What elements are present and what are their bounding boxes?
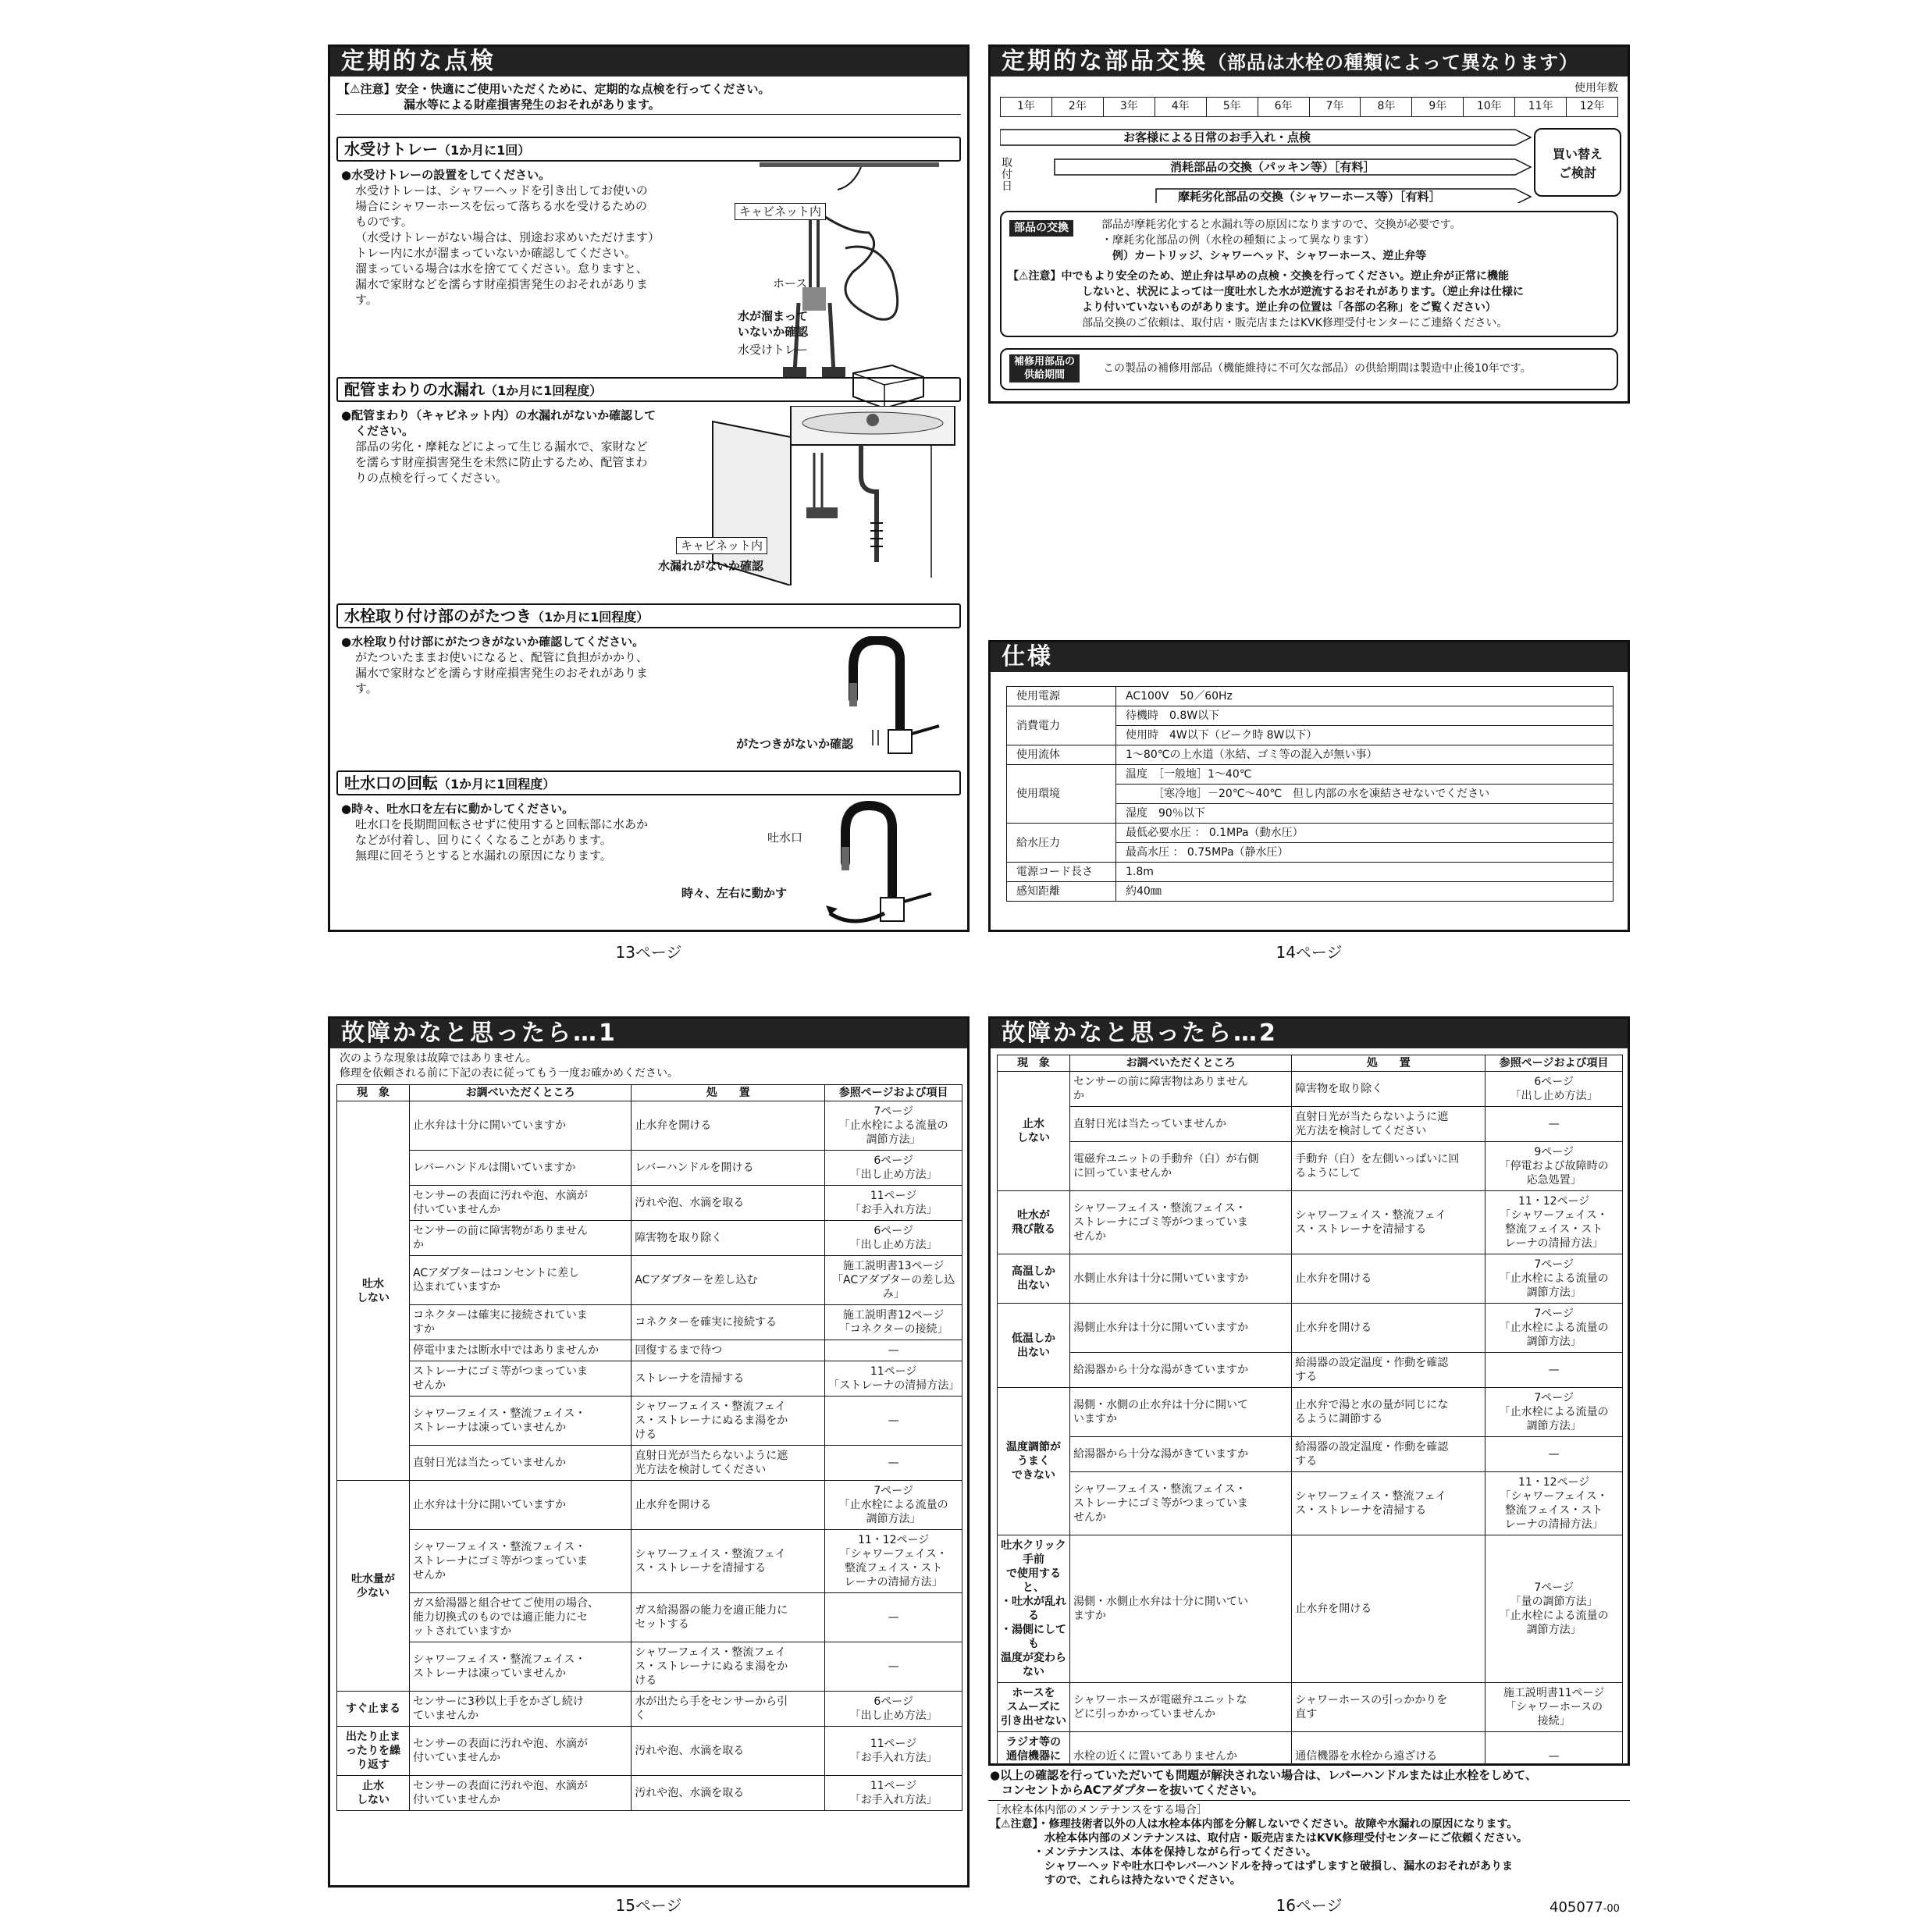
install-date-label: 取付日 [1002, 157, 1012, 193]
phenomenon-cell: 止水 しない [998, 1072, 1070, 1191]
check-cell: シャワーフェイス・整流フェイス・ ストレーナは凍っていませんか [410, 1642, 632, 1692]
table-header-row [337, 1085, 962, 1101]
supply-period-tag: 補修用部品の 供給期間 [1009, 354, 1080, 382]
check-cell: レバーハンドルは開いていますか [410, 1151, 632, 1186]
check-cell: シャワーフェイス・整流フェイス・ ストレーナにゴミ等がつまっていま せんか [410, 1530, 632, 1593]
action-cell: ACアダプターを差し込む [632, 1256, 825, 1305]
action-cell: 止水弁で湯と水の量が同じにな るように調節する [1292, 1388, 1485, 1437]
section-pipe-leak-text: ●配管まわり（キャビネット内）の水漏れがないか確認して ください。 部品の劣化・摩耗などによって生じる漏水で、家財など を濡らす財産損害発生を未然に防止するため、配管まわ りの点検を行ってください。 [341, 408, 656, 485]
section-spout-rotation: 吐水口の回転（1か月に1回程度） [336, 770, 961, 795]
table-row [998, 1388, 1623, 1437]
check-cell: シャワーホースが電磁弁ユニットな どに引っかかっていませんか [1070, 1683, 1292, 1732]
reference-cell: 施工説明書11ページ 「シャワーホースの 接続」 [1485, 1683, 1623, 1732]
phenomenon-cell: 出たり止ま ったりを繰 り返す [337, 1727, 410, 1776]
check-cell: ACアダプターはコンセントに差し 込まれていますか [410, 1256, 632, 1305]
phenomenon-cell: 温度調節が うまく できない [998, 1388, 1070, 1535]
spec-value: 使用時 4W以下（ピーク時 8W以下） [1116, 726, 1614, 745]
reference-cell: 11・12ページ 「シャワーフェイス・ 整流フェイス・スト レーナの清掃方法」 [825, 1530, 962, 1593]
check-cell: 電磁弁ユニットの手動弁（白）が右側 に回っていませんか [1070, 1142, 1292, 1191]
check-cell: コネクターは確実に接続されていま すか [410, 1305, 632, 1340]
phenomenon-cell: 止水 しない [337, 1776, 410, 1811]
action-cell: レバーハンドルを開ける [632, 1151, 825, 1186]
spec-row [1007, 765, 1614, 785]
column-header: 処 置 [632, 1085, 825, 1101]
years-used-label: 使用年数 [1574, 82, 1618, 94]
spec-key: 給水圧力 [1007, 824, 1116, 863]
supply-period-text: この製品の補修用部品（機能維持に不可欠な部品）の供給期間は製造中止後10年です。 [1103, 362, 1532, 375]
check-cell: 止水弁は十分に開いていますか [410, 1101, 632, 1151]
reference-cell: 11ページ 「ストレーナの清掃方法」 [825, 1361, 962, 1397]
year-cell: 4年 [1155, 98, 1207, 116]
reference-cell: 11ページ 「お手入れ方法」 [825, 1776, 962, 1811]
table-row [998, 1437, 1623, 1472]
section-water-tray: 水受けトレー（1か月に1回） [336, 137, 961, 162]
spec-row [1007, 824, 1614, 843]
action-cell: 手動弁（白）を左側いっぱいに回 るようにして [1292, 1142, 1485, 1191]
table-row [337, 1256, 962, 1305]
action-cell: シャワーフェイス・整流フェイ ス・ストレーナを清掃する [1292, 1191, 1485, 1254]
table-row [337, 1221, 962, 1256]
section-water-tray-text: ●水受けトレーの設置をしてください。 水受けトレーは、シャワーヘッドを引き出してお使いの 場合にシャワーホースを伝って落ちる水を受けるための ものです。 （水受けトレーがない場合は、別途お求めいただけます） トレー内に水が溜まっていないか確認してください。 溜まっている場合は水を捨ててください。怠りますと、 漏水で家財などを濡らす財産損害発生のおそれがありま す。 [341, 168, 660, 307]
action-cell: 汚れや泡、水滴を取る [632, 1776, 825, 1811]
check-cell: 止水弁は十分に開いていますか [410, 1481, 632, 1530]
table-row [337, 1340, 962, 1361]
spec-row [1007, 706, 1614, 726]
action-cell: ストレーナを清掃する [632, 1361, 825, 1397]
action-cell: 給湯器の設定温度・作動を確認 する [1292, 1437, 1485, 1472]
spec-row [1007, 863, 1614, 882]
arrow-worn-parts: 摩耗劣化部品の交換（シャワーホース等）［有料］ [1178, 190, 1441, 204]
table-row [998, 1107, 1623, 1142]
table-row [998, 1732, 1623, 1767]
year-cell: 11年 [1515, 98, 1567, 116]
action-cell: シャワーホースの引っかかりを 直す [1292, 1683, 1485, 1732]
year-cell: 3年 [1104, 98, 1155, 116]
spec-row [1007, 882, 1614, 902]
page-number-15: 15ページ [615, 1896, 682, 1915]
reference-cell: 7ページ 「止水栓による流量の 調節方法」 [1485, 1304, 1623, 1353]
check-cell: ストレーナにゴミ等がつまっていま せんか [410, 1361, 632, 1397]
year-cell: 1年 [1001, 98, 1052, 116]
column-header: 現 象 [337, 1085, 410, 1101]
year-cell: 8年 [1361, 98, 1412, 116]
label-check-water: 水が溜まって いないか確認 [738, 309, 809, 339]
page-14-header: 定期的な部品交換（部品は水栓の種類によって異なります） [991, 47, 1628, 76]
parts-replacement-box [1000, 211, 1618, 337]
spec-value: 湿度 90％以下 [1116, 804, 1614, 824]
check-cell: 湯側・水側止水弁は十分に開いてい ますか [1070, 1535, 1292, 1683]
table-row [998, 1191, 1623, 1254]
section-pipe-leak: 配管まわりの水漏れ（1か月に1回程度） [336, 377, 961, 402]
p16-maintenance: ［水栓本体内部のメンテナンスをする場合］ 【⚠注意】・修理技術者以外の人は水栓本体内部を分解しないでください。故障や水漏れの原因になります。 水栓本体内部のメンテナンスは、取付店・販売店またはKVK修理受付センターにご依頼ください。 ・メンテナンスは、本体を保持しながら行ってください。 シャワーヘッドや吐水口やレバーハンドルを持ってはずしますと破損し、漏水のおそれがありま すので、これらは持たないでください。 [990, 1804, 1528, 1887]
spec-value: 最低必要水圧 ： 0.1MPa（動水圧） [1116, 824, 1614, 843]
year-cell: 6年 [1258, 98, 1310, 116]
check-cell: シャワーフェイス・整流フェイス・ ストレーナにゴミ等がつまっていま せんか [1070, 1472, 1292, 1535]
phenomenon-cell: 吐水クリック手前 で使用すると、 ・吐水が乱れる ・湯側にしても 温度が変わらない [998, 1535, 1070, 1683]
reference-cell: — [1485, 1353, 1623, 1388]
check-cell: ガス給湯器と組合せてご使用の場合、 能力切換式のものでは適正能力にセ ットされていますか [410, 1593, 632, 1642]
label-spout: 吐水口 [767, 831, 803, 845]
action-cell: 汚れや泡、水滴を取る [632, 1727, 825, 1776]
table-row [337, 1642, 962, 1692]
reference-cell: — [1485, 1437, 1623, 1472]
check-cell: センサーの前に障害物がありません か [410, 1221, 632, 1256]
spec-value: 約40㎜ [1116, 882, 1614, 902]
p13-caution: 【⚠注意】安全・快適にご使用いただくために、定期的な点検を行ってください。 漏水等による財産損害発生のおそれがあります。 [338, 82, 770, 112]
action-cell: ガス給湯器の能力を適正能力に セットする [632, 1593, 825, 1642]
action-cell: 止水弁を開ける [1292, 1535, 1485, 1683]
spec-value: 最高水圧 ： 0.75MPa（静水圧） [1116, 843, 1614, 863]
reference-cell: 7ページ 「止水栓による流量の 調節方法」 [1485, 1388, 1623, 1437]
page-14-spec [988, 640, 1630, 932]
spec-key: 消費電力 [1007, 706, 1116, 745]
table-row [998, 1304, 1623, 1353]
spec-table [1006, 686, 1614, 902]
spec-row [1007, 745, 1614, 765]
check-cell: センサーの表面に汚れや泡、水滴が 付いていませんか [410, 1776, 632, 1811]
check-cell: 直射日光は当たっていませんか [410, 1446, 632, 1481]
action-cell: 回復するまで待つ [632, 1340, 825, 1361]
label-check-leak: 水漏れがないか確認 [658, 559, 764, 573]
column-header: 参照ページおよび項目 [825, 1085, 962, 1101]
reference-cell: 6ページ 「出し止め方法」 [1485, 1072, 1623, 1107]
reference-cell: 6ページ 「出し止め方法」 [825, 1221, 962, 1256]
page-16-header: 故障かなと思ったら…2 [991, 1019, 1628, 1048]
check-cell: センサーに3秒以上手をかざし続け ていませんか [410, 1692, 632, 1727]
reference-cell: — [1485, 1732, 1623, 1767]
reference-cell: 7ページ 「止水栓による流量の 調節方法」 [1485, 1254, 1623, 1304]
table-row [998, 1142, 1623, 1191]
action-cell: 通信機器を水栓から遠ざける [1292, 1732, 1485, 1767]
check-cell: 水側止水弁は十分に開いていますか [1070, 1254, 1292, 1304]
table-row [998, 1353, 1623, 1388]
reference-cell: — [825, 1340, 962, 1361]
phenomenon-cell: 吐水が 飛び散る [998, 1191, 1070, 1254]
action-cell: 止水弁を開ける [1292, 1304, 1485, 1353]
label-check-wobble: がたつきがないか確認 [736, 737, 854, 751]
year-cell: 5年 [1207, 98, 1258, 116]
phenomenon-cell: 低温しか 出ない [998, 1304, 1070, 1388]
years-row [1000, 97, 1618, 117]
table-row [337, 1481, 962, 1530]
check-cell: シャワーフェイス・整流フェイス・ ストレーナにゴミ等がつまっていま せんか [1070, 1191, 1292, 1254]
action-cell: 障害物を取り除く [632, 1221, 825, 1256]
year-cell: 12年 [1579, 100, 1605, 112]
table-row [337, 1361, 962, 1397]
action-cell: 水が出たら手をセンサーから引 く [632, 1692, 825, 1727]
table-row [337, 1446, 962, 1481]
spec-key: 使用電源 [1007, 687, 1116, 706]
table-row [998, 1535, 1623, 1683]
supply-period-box [1000, 348, 1618, 390]
p15-intro: 次のような現象は故障ではありません。 修理を依頼される前に下記の表に従ってもう一度お確かめください。 [340, 1052, 678, 1080]
reference-cell: 7ページ 「量の調節方法」 「止水栓による流量の 調節方法」 [1485, 1535, 1623, 1683]
column-header: 処 置 [1292, 1055, 1485, 1072]
phenomenon-cell: ホースを スムーズに 引き出せない [998, 1683, 1070, 1732]
replace-suggest-box: 買い替え ご検討 [1534, 128, 1621, 197]
phenomenon-cell: 吐水量が 少ない [337, 1481, 410, 1692]
action-cell: コネクターを確実に接続する [632, 1305, 825, 1340]
phenomenon-cell: すぐ止まる [337, 1692, 410, 1727]
check-cell: センサーの表面に汚れや泡、水滴が 付いていませんか [410, 1186, 632, 1221]
reference-cell: 11・12ページ 「シャワーフェイス・ 整流フェイス・スト レーナの清掃方法」 [1485, 1472, 1623, 1535]
reference-cell: 7ページ 「止水栓による流量の 調節方法」 [825, 1481, 962, 1530]
action-cell: 止水弁を開ける [632, 1481, 825, 1530]
action-cell: 止水弁を開ける [632, 1101, 825, 1151]
check-cell: センサーの表面に汚れや泡、水滴が 付いていませんか [410, 1727, 632, 1776]
table-row [337, 1692, 962, 1727]
year-cell: 7年 [1310, 98, 1361, 116]
troubleshooting-table-2 [997, 1055, 1623, 1766]
column-header: お調べいただくところ [410, 1085, 632, 1101]
check-cell: 水栓の近くに置いてありませんか [1070, 1732, 1292, 1767]
spec-key: 感知距離 [1007, 882, 1116, 902]
table-row [337, 1776, 962, 1811]
spec-header: 仕様 [991, 642, 1628, 672]
check-cell: 給湯器から十分な湯がきていますか [1070, 1353, 1292, 1388]
action-cell: 給湯器の設定温度・作動を確認 する [1292, 1353, 1485, 1388]
action-cell: 直射日光が当たらないように遮 光方法を検討してください [1292, 1107, 1485, 1142]
table-row [998, 1072, 1623, 1107]
section-mount-wobble-text: ●水栓取り付け部にがたつきがないか確認してください。 がたついたままお使いになると、配管に負担がかかり、 漏水で家財などを濡らす財産損害発生のおそれがありま す。 [341, 635, 649, 696]
reference-cell: 6ページ 「出し止め方法」 [825, 1151, 962, 1186]
reference-cell: — [825, 1593, 962, 1642]
page-13 [328, 44, 970, 932]
arrow-consumable-parts: 消耗部品の交換（パッキン等）［有料］ [1170, 160, 1375, 174]
year-cell: 9年 [1412, 98, 1464, 116]
page-number-14: 14ページ [1276, 943, 1343, 962]
action-cell: シャワーフェイス・整流フェイ ス・ストレーナを清掃する [632, 1530, 825, 1593]
action-cell: 障害物を取り除く [1292, 1072, 1485, 1107]
year-cell: 2年 [1052, 98, 1104, 116]
parts-caution-text: 【⚠注意】中でもより安全のため、逆止弁は早めの点検・交換を行ってください。逆止弁が正常に機能 しないと、状況によっては一度吐水した水が逆流するおそれがあります。（逆止弁は仕様に より付いていないものがあります。逆止弁の位置は「各部の名称」をご覧ください） 部品交換のご依頼は、取付店・販売店またはKVK修理受付センターにご連絡ください。 [1008, 270, 1524, 329]
parts-replacement-tag: 部品の交換 [1009, 220, 1073, 237]
label-cabinet-interior: キャビネット内 [735, 203, 826, 220]
table-row [337, 1151, 962, 1186]
faucet-spout-illustration [799, 796, 955, 929]
spec-row [1007, 687, 1614, 706]
page-number-16: 16ページ [1276, 1896, 1343, 1915]
table-row [337, 1727, 962, 1776]
reference-cell: 7ページ 「止水栓による流量の 調節方法」 [825, 1101, 962, 1151]
reference-cell: 施工説明書12ページ 「コネクターの接続」 [825, 1305, 962, 1340]
table-row [337, 1593, 962, 1642]
column-header: 参照ページおよび項目 [1485, 1055, 1623, 1072]
faucet-tray-illustration [736, 162, 962, 412]
table-header-row [998, 1055, 1623, 1072]
spec-key: 使用流体 [1007, 745, 1116, 765]
reference-cell: 施工説明書13ページ 「ACアダプターの差し込み」 [825, 1256, 962, 1305]
table-row [998, 1683, 1623, 1732]
check-cell: 直射日光は当たっていませんか [1070, 1107, 1292, 1142]
spec-value: 1.8m [1116, 863, 1614, 882]
page-15-header: 故障かなと思ったら…1 [330, 1019, 967, 1048]
spec-value: 待機時 0.8W以下 [1116, 706, 1614, 726]
page-15 [328, 1016, 970, 1888]
table-row [337, 1530, 962, 1593]
column-header: お調べいただくところ [1070, 1055, 1292, 1072]
reference-cell: — [825, 1642, 962, 1692]
reference-cell: 9ページ 「停電および故障時の 応急処置」 [1485, 1142, 1623, 1191]
table-row [337, 1305, 962, 1340]
label-water-tray: 水受けトレー [738, 343, 809, 357]
reference-cell: — [825, 1397, 962, 1446]
check-cell: 給湯器から十分な湯がきていますか [1070, 1437, 1292, 1472]
table-row [337, 1186, 962, 1221]
document-number: 405077-00 [1550, 1899, 1620, 1916]
label-cabinet-interior-2: キャビネット内 [676, 537, 767, 554]
spec-key: 使用環境 [1007, 765, 1116, 824]
section-spout-rotation-text: ●時々、吐水口を左右に動かしてください。 吐水口を長期間回転させずに使用すると回転部に水あか などが付着し、回りにくくなることがあります。 無理に回そうとすると水漏れの原因になります。 [341, 802, 649, 863]
spec-value: ［寒冷地］－20℃～40℃ 但し内部の水を凍結させないでください [1116, 785, 1614, 804]
reference-cell: 11ページ 「お手入れ方法」 [825, 1727, 962, 1776]
action-cell: シャワーフェイス・整流フェイ ス・ストレーナにぬるま湯をか ける [632, 1642, 825, 1692]
phenomenon-cell: 高温しか 出ない [998, 1254, 1070, 1304]
table-row [998, 1254, 1623, 1304]
p16-final-note: ●以上の確認を行っていただいても問題が解決されない場合は、レバーハンドルまたは止水栓をしめて、 コンセントからACアダプターを抜いてください。 [990, 1768, 1537, 1797]
table-row [998, 1472, 1623, 1535]
check-cell: 湯側・水側の止水弁は十分に開いて いますか [1070, 1388, 1292, 1437]
troubleshooting-table-1 [336, 1084, 962, 1811]
reference-cell: — [1485, 1107, 1623, 1142]
parts-replacement-text: 部品が摩耗劣化すると水漏れ等の原因になりますので、交換が必要です。 ・摩耗劣化部品の例（水栓の種類によって異なります） 例）カートリッジ、シャワーヘッド、シャワーホース、逆止弁等 [1101, 219, 1461, 262]
reference-cell: 11・12ページ 「シャワーフェイス・ 整流フェイス・スト レーナの清掃方法」 [1485, 1191, 1623, 1254]
page-14-top [988, 44, 1630, 404]
table-row [337, 1101, 962, 1151]
reference-cell: — [825, 1446, 962, 1481]
phenomenon-cell: 吐水 しない [337, 1101, 410, 1481]
reference-cell: 11ページ 「お手入れ方法」 [825, 1186, 962, 1221]
page-number-13: 13ページ [615, 943, 682, 962]
action-cell: 止水弁を開ける [1292, 1254, 1485, 1304]
page-13-header: 定期的な点検 [330, 47, 967, 76]
arrow-daily-care: お客様による日常のお手入れ・点検 [1123, 130, 1311, 144]
check-cell: 湯側止水弁は十分に開いていますか [1070, 1304, 1292, 1353]
action-cell: シャワーフェイス・整流フェイ ス・ストレーナにぬるま湯をか ける [632, 1397, 825, 1446]
action-cell: 直射日光が当たらないように遮 光方法を検討してください [632, 1446, 825, 1481]
year-cell: 10年 [1464, 98, 1515, 116]
action-cell: シャワーフェイス・整流フェイ ス・ストレーナを清掃する [1292, 1472, 1485, 1535]
spec-key: 電源コード長さ [1007, 863, 1116, 882]
section-mount-wobble: 水栓取り付け部のがたつき（1か月に1回程度） [336, 603, 961, 628]
reference-cell: 6ページ 「出し止め方法」 [825, 1692, 962, 1727]
spec-value: AC100V 50／60Hz [1116, 687, 1614, 706]
check-cell: 停電中または断水中ではありませんか [410, 1340, 632, 1361]
column-header: 現 象 [998, 1055, 1070, 1072]
page-16 [988, 1016, 1630, 1766]
label-hose: ホース [773, 276, 808, 290]
phenomenon-cell: ラジオ等の 通信機器に [998, 1732, 1070, 1767]
spec-value: 温度 ［一般地］1～40℃ [1116, 765, 1614, 785]
action-cell: 汚れや泡、水滴を取る [632, 1186, 825, 1221]
label-move-spout: 時々、左右に動かす [681, 886, 788, 900]
check-cell: センサーの前に障害物はありません か [1070, 1072, 1292, 1107]
check-cell: シャワーフェイス・整流フェイス・ ストレーナは凍っていませんか [410, 1397, 632, 1446]
table-row [337, 1397, 962, 1446]
spec-value: 1～80℃の上水道（氷結、ゴミ等の混入が無い事） [1116, 745, 1614, 765]
